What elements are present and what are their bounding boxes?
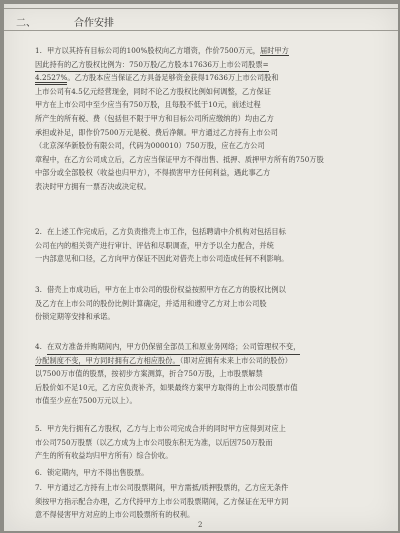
clause-line: 甲方以其持有目标公司的100%股权向乙方增资，作价7500万元，届时甲方 — [47, 46, 289, 55]
clause-line: 承担或补足，即作价7500万元是税、费后净额。甲方通过乙方持有上市公司 — [35, 127, 278, 137]
clause-line: 甲方通过乙方持有上市公司股票期间，甲方需抵/质押股票的，乙方应无条件 — [47, 483, 289, 492]
clause-line: 及乙方在上市公司的股份比例计算确定，并适用和遵守乙方对上市公司股 — [35, 298, 267, 308]
clause-line: 中部分或全部股权（收益也归甲方），不得损害甲方任何利益，遇此事乙方 — [35, 168, 271, 178]
section-number: 二、 — [16, 18, 36, 29]
clause-line: 后股价如不足10元，乙方应负责补齐，如果最终方案甲方取得的上市公司股票市值 — [35, 382, 298, 392]
clause-line: 市公司750万股票（以乙方成为上市公司股东积无为准，以后因750万股而 — [35, 437, 273, 447]
clause-line: 产生的所有收益均归甲方所有）综合价收。 — [35, 451, 173, 461]
clause-line: （北京深华新股份有限公司，代码为000010）750万股，应在乙方公司 — [35, 141, 265, 151]
clause-number: 5. — [35, 424, 42, 433]
clause-number: 6. — [35, 468, 42, 477]
clause-line: 章程中，在乙方公司成立后，乙方应当保证甲方不得出售、抵押、质押甲方所有的750万股 — [35, 154, 324, 164]
document-page — [4, 4, 398, 531]
clause-line: 以7500万市值的股票，按初步方案测算，折合750万股，上市股票解禁 — [35, 369, 263, 379]
clause-number: 3. — [35, 285, 42, 294]
clause-line: 因此持有的乙方股权比例为：750万股/乙方股本17636万上市公司股票= — [35, 58, 269, 73]
clause-line: 表决时甲方拥有一票否决或决定权。 — [35, 182, 151, 191]
clause-number: 2. — [35, 227, 42, 236]
clause-line: 市值至少应在7500万元以上）。 — [35, 396, 137, 406]
clause-number: 1. — [35, 46, 42, 55]
section-heading — [4, 10, 398, 32]
clause-line: 4.2527%。乙方股本应当保证乙方具备足够资金获得17636万上市公司股和 — [35, 71, 279, 85]
section-title: 合作安排 — [74, 18, 114, 29]
clause-line: 在双方准备并购期间内，甲方仍保留全部员工和原业务网络；公司管理权不变， — [47, 340, 300, 355]
clause-line: 所产生的所有税、费（包括但不限于甲方和目标公司所应缴纳的）均由乙方 — [35, 114, 274, 123]
clause-number: 7. — [35, 483, 42, 492]
clause-line: 分配制度不变，甲方同时拥有乙方相应股份。（即对应拥有未来上市公司的股份） — [35, 355, 292, 365]
clause-line: 甲方先行拥有乙方股权，乙方与上市公司完成合并的同时甲方应得到对应上 — [47, 424, 286, 433]
clause-line: 须按甲方指示配合办理，乙方代持甲方上市公司股票期间，乙方保证在无甲方同 — [35, 496, 289, 506]
heading-divider — [4, 30, 398, 31]
page-number: 2 — [198, 521, 203, 529]
top-divider — [4, 8, 398, 9]
clause-line: 一内部意见和口径，乙方向甲方保证不因此对借壳上市公司造成任何不利影响。 — [35, 254, 289, 264]
clause-line: 甲方在上市公司中至少应当有750万股，且每股不低于10元，前述过程 — [35, 100, 261, 110]
clause-number: 4. — [35, 342, 42, 351]
clause-line: 意不得侵害甲方对应的上市公司股票所有的权利。 — [35, 510, 195, 520]
clause-line: 在上述工作完成后，乙方负责推壳上市工作，包括聘请中介机构对包括目标 — [47, 227, 286, 236]
clause-line: 借壳上市成功后，甲方在上市公司的股份权益按照甲方在乙方的股权比例以 — [47, 285, 286, 294]
clause-line: 公司在内的相关资产进行审计、评估和尽职调查，甲方予以全力配合，并统 — [35, 240, 274, 250]
clause-line: 上市公司有4.5亿元经营现金，同时不论乙方股权比例如何调整，乙方保证 — [35, 86, 271, 96]
clause-line: 份锁定期等安排和承诺。 — [35, 312, 115, 322]
clause-line: 锁定期内，甲方不得出售股票。 — [47, 468, 149, 477]
